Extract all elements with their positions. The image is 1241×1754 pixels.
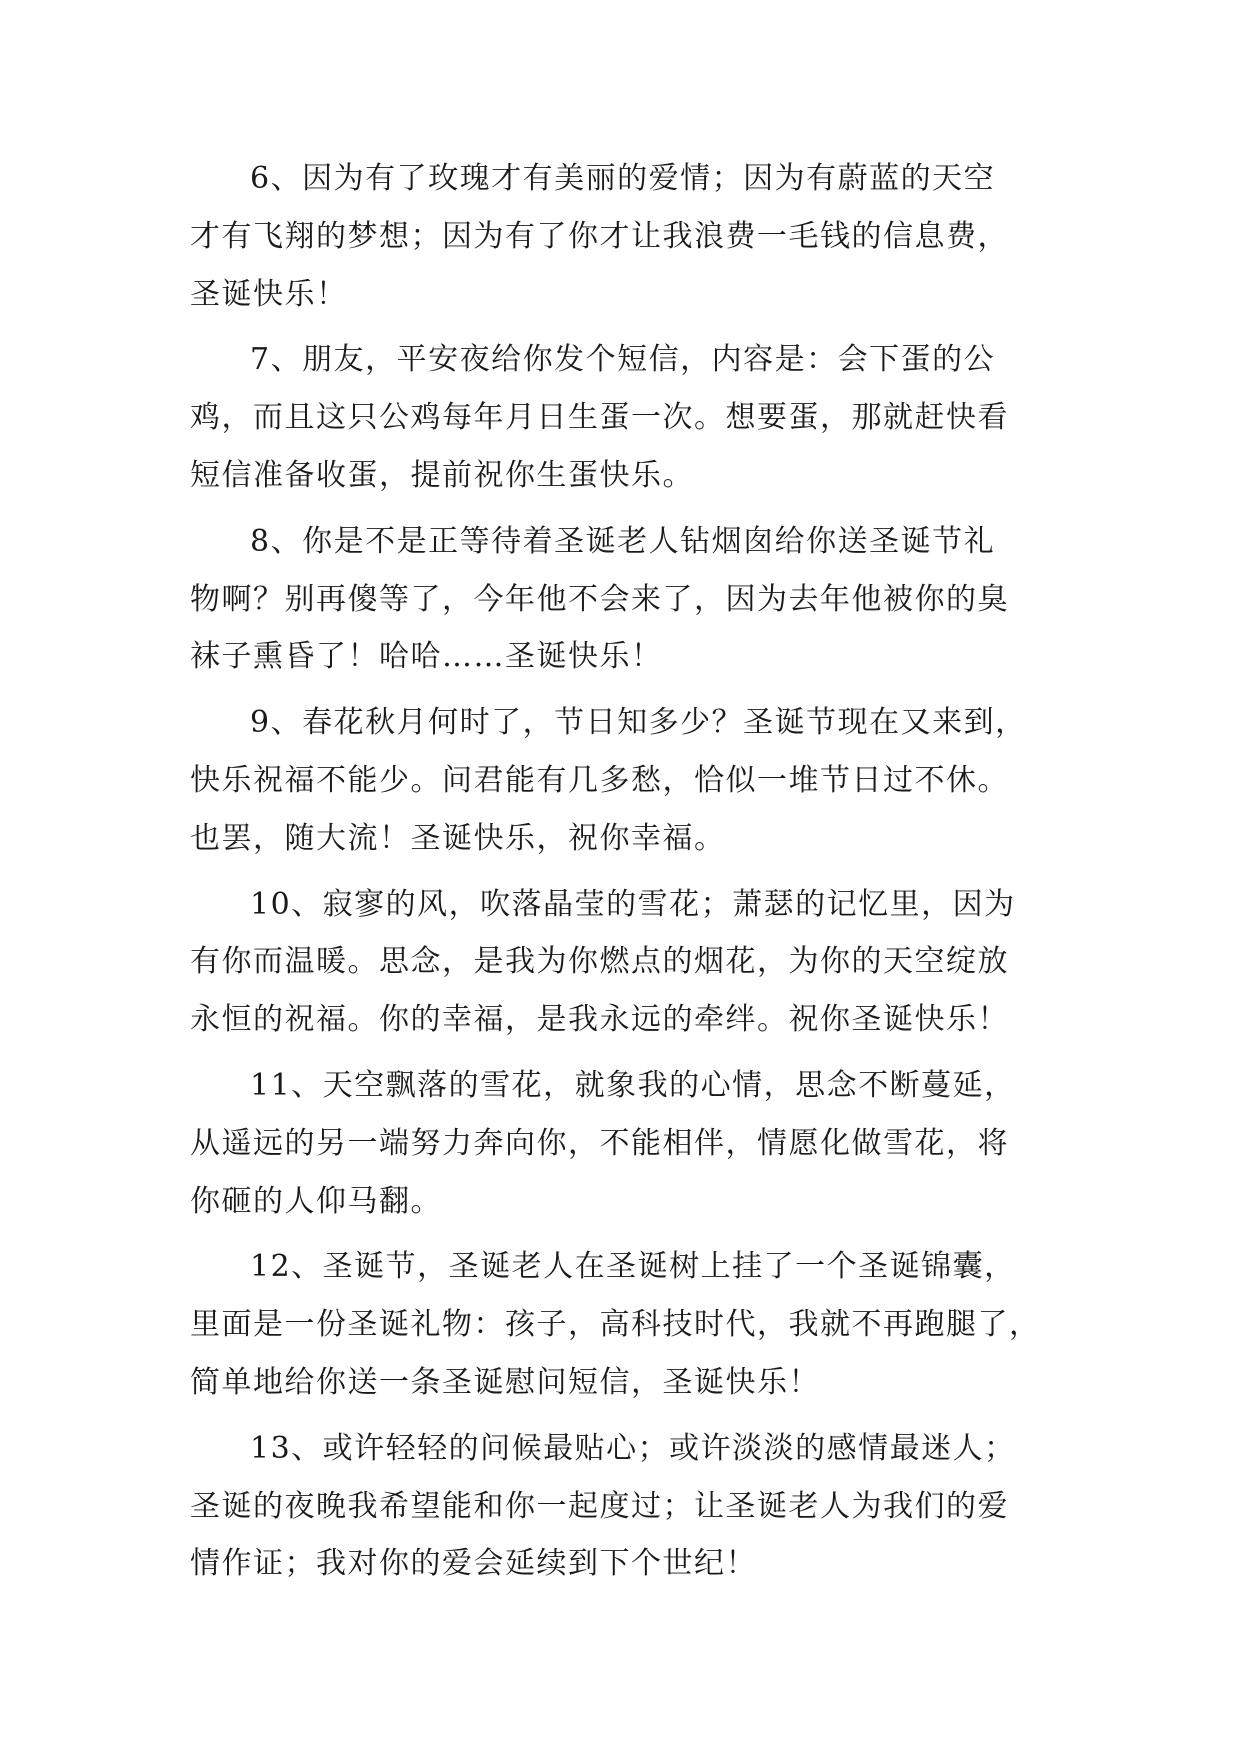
paragraph-line: 鸡，而且这只公鸡每年月日生蛋一次。想要蛋，那就赶快看 <box>190 400 1009 436</box>
paragraph-line: 快乐祝福不能少。问君能有几多愁，恰似一堆节日过不休。 <box>190 762 1009 798</box>
paragraph-line: 11、天空飘落的雪花，就象我的心情，思念不断蔓延， <box>250 1067 1016 1103</box>
paragraph-line: 13、或许轻轻的问候最贴心；或许淡淡的感情最迷人； <box>250 1430 1016 1466</box>
paragraph-line: 从遥远的另一端努力奔向你，不能相伴，情愿化做雪花，将 <box>190 1125 1009 1161</box>
paragraph-line: 短信准备收蛋，提前祝你生蛋快乐。 <box>190 457 694 493</box>
paragraph-line: 圣诞快乐！ <box>190 276 348 312</box>
paragraph-line: 圣诞的夜晚我希望能和你一起度过；让圣诞老人为我们的爱 <box>190 1488 1009 1524</box>
document-body <box>190 150 1052 1601</box>
paragraph-7 <box>190 331 1052 504</box>
paragraph-line: 袜子熏昏了！哈哈……圣诞快乐！ <box>190 639 663 675</box>
paragraph-line: 6、因为有了玫瑰才有美丽的爱情；因为有蔚蓝的天空 <box>250 161 996 196</box>
paragraph-line: 情作证；我对你的爱会延续到下个世纪！ <box>190 1546 757 1582</box>
paragraph-line: 8、你是不是正等待着圣诞老人钻烟囱给你送圣诞节礼 <box>250 523 996 559</box>
paragraph-6 <box>190 150 1052 323</box>
paragraph-10 <box>190 876 1052 1049</box>
paragraph-11 <box>190 1057 1052 1230</box>
paragraph-8 <box>190 513 1052 686</box>
paragraph-line: 物啊？别再傻等了，今年他不会来了，因为去年他被你的臭 <box>190 581 1009 617</box>
paragraph-line: 7、朋友，平安夜给你发个短信，内容是：会下蛋的公 <box>250 342 996 378</box>
paragraph-13 <box>190 1420 1052 1593</box>
paragraph-9 <box>190 694 1052 867</box>
paragraph-line: 也罢，随大流！圣诞快乐，祝你幸福。 <box>190 820 726 856</box>
paragraph-line: 里面是一份圣诞礼物：孩子，高科技时代，我就不再跑腿了， <box>190 1307 1041 1343</box>
paragraph-12 <box>190 1238 1052 1411</box>
paragraph-line: 有你而温暖。思念，是我为你燃点的烟花，为你的天空绽放 <box>190 944 1009 980</box>
paragraph-line: 永恒的祝福。你的幸福，是我永远的牵绊。祝你圣诞快乐！ <box>190 1002 1009 1038</box>
paragraph-line: 12、圣诞节，圣诞老人在圣诞树上挂了一个圣诞锦囊， <box>250 1249 1016 1285</box>
paragraph-line: 9、春花秋月何时了，节日知多少？圣诞节现在又来到， <box>250 705 1027 741</box>
paragraph-line: 才有飞翔的梦想；因为有了你才让我浪费一毛钱的信息费， <box>190 218 1009 254</box>
paragraph-line: 你砸的人仰马翻。 <box>190 1183 442 1219</box>
paragraph-line: 10、寂寥的风，吹落晶莹的雪花；萧瑟的记忆里，因为 <box>250 886 1016 922</box>
paragraph-line: 简单地给你送一条圣诞慰问短信，圣诞快乐！ <box>190 1364 820 1400</box>
